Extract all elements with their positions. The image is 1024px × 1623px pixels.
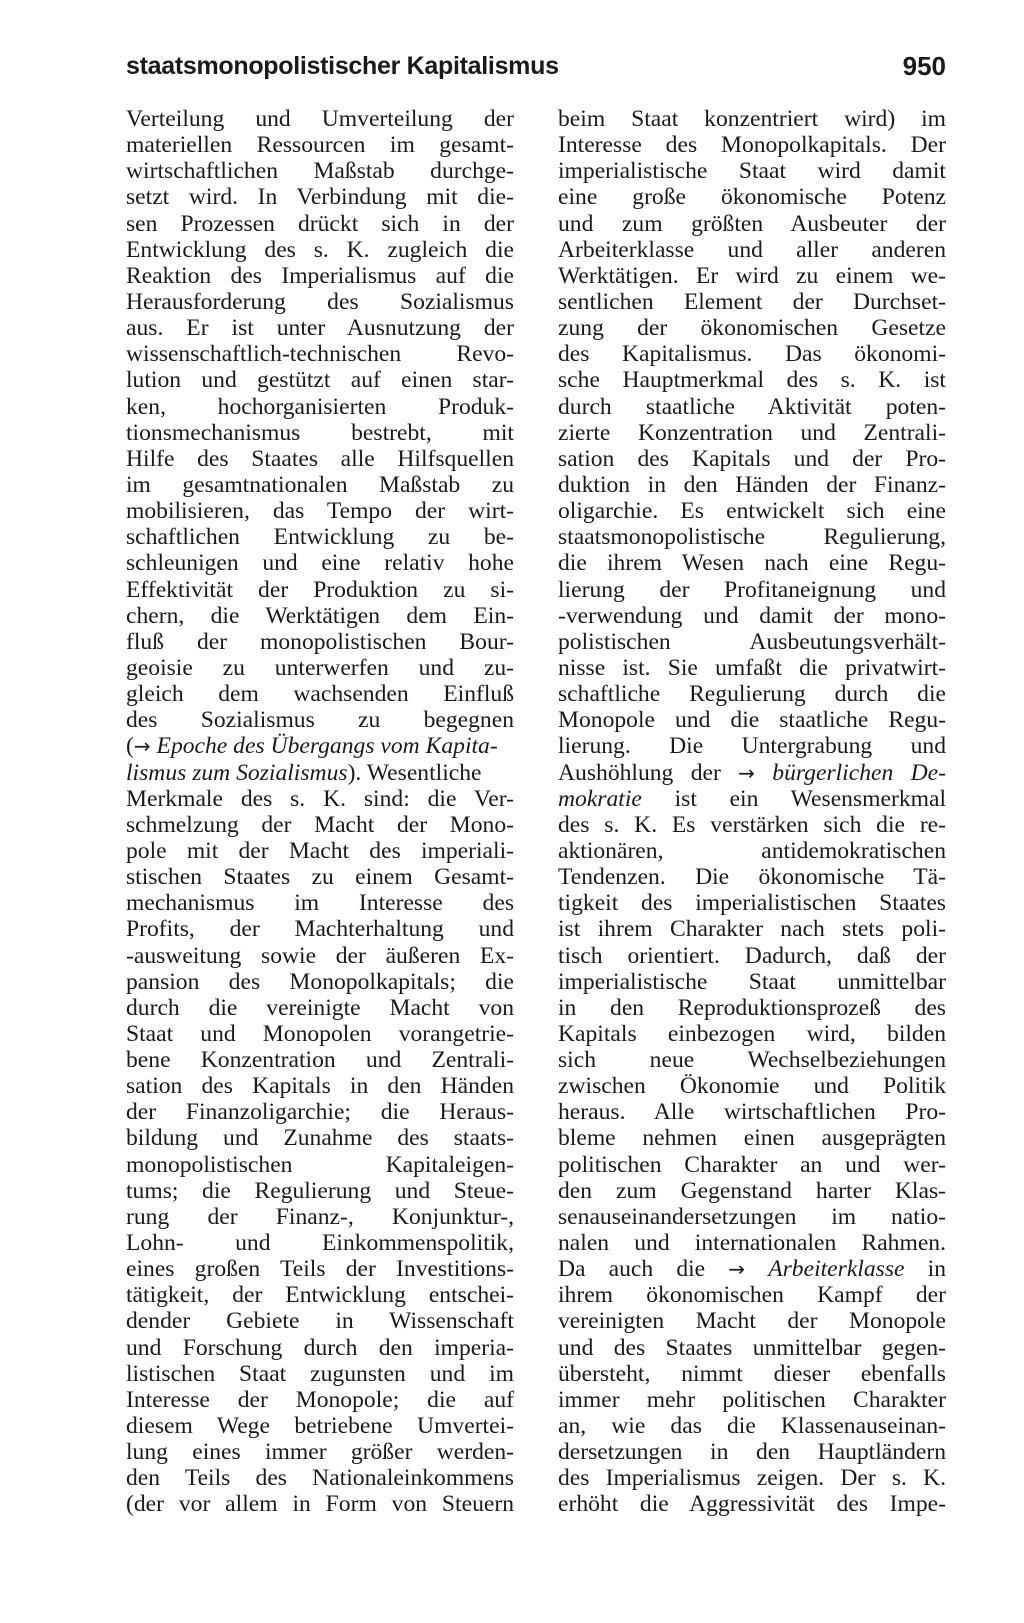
text-line: Staat und Monopolen vorangetrie- bbox=[126, 1020, 514, 1047]
text-line: zierte Konzentration und Zentrali- bbox=[558, 419, 946, 446]
text-line: sentlichen Element der Durchset- bbox=[558, 288, 946, 315]
text-line: Entwicklung des s. K. zugleich die bbox=[126, 236, 514, 263]
text-line: Reaktion des Imperialismus auf die bbox=[126, 262, 514, 289]
text-line: monopolistischen Kapitaleigen- bbox=[126, 1151, 514, 1178]
text-line: schaftliche Regulierung durch die bbox=[558, 681, 946, 708]
text-line: tisch orientiert. Dadurch, daß der bbox=[558, 942, 946, 969]
text-line: gleich dem wachsenden Einfluß bbox=[126, 681, 514, 708]
text-line: nalen und internationalen Rahmen. bbox=[558, 1230, 946, 1257]
text-line: Monopole und die staatliche Regu- bbox=[558, 707, 946, 734]
text-line: in den Reproduktionsprozeß des bbox=[558, 994, 946, 1021]
text-line: des Imperialismus zeigen. Der s. K. bbox=[558, 1465, 946, 1492]
text-line: schleunigen und eine relativ hohe bbox=[126, 550, 514, 577]
text-line: lierung der Profitaneignung und bbox=[558, 576, 946, 603]
text-line: lution und gestützt auf einen star- bbox=[126, 367, 514, 394]
text-line: durch die vereinigte Macht von bbox=[126, 994, 514, 1021]
text-line: ihrem ökonomischen Kampf der bbox=[558, 1282, 946, 1309]
text-line: des Kapitalismus. Das ökonomi- bbox=[558, 341, 946, 368]
text-line: tätigkeit, der Entwicklung entschei- bbox=[126, 1282, 514, 1309]
text-line: nisse ist. Sie umfaßt die privatwirt- bbox=[558, 654, 946, 681]
text-line: und zum größten Ausbeuter der bbox=[558, 210, 946, 237]
cross-reference-arrow-icon: → bbox=[133, 734, 151, 759]
text-line: lierung. Die Untergrabung und bbox=[558, 733, 946, 760]
cross-reference-arrow-icon: → bbox=[728, 1257, 746, 1282]
text-line: imperialistische Staat unmittelbar bbox=[558, 968, 946, 995]
text-line: stischen Staates zu einem Gesamt- bbox=[126, 864, 514, 891]
text-line: der Finanzoligarchie; die Heraus- bbox=[126, 1099, 514, 1126]
text-line: rung der Finanz-, Konjunktur-, bbox=[126, 1203, 514, 1230]
cross-reference-arbeiterklasse[interactable]: Arbeiterklasse bbox=[768, 1256, 905, 1283]
text-line: sche Hauptmerkmal des s. K. ist bbox=[558, 367, 946, 394]
text-line: wissenschaftlich-technischen Revo- bbox=[126, 341, 514, 368]
text-line: chern, die Werktätigen dem Ein- bbox=[126, 602, 514, 629]
text-line: senauseinandersetzungen im natio- bbox=[558, 1203, 946, 1230]
text-line: Verteilung und Umverteilung der bbox=[126, 106, 514, 132]
text-line: dersetzungen in den Hauptländern bbox=[558, 1439, 946, 1466]
text-line: tums; die Regulierung und Steue- bbox=[126, 1177, 514, 1204]
text-line: schaftlichen Entwicklung zu be- bbox=[126, 524, 514, 551]
text-line: pansion des Monopolkapitals; die bbox=[126, 968, 514, 995]
text-line: fluß der monopolistischen Bour- bbox=[126, 628, 514, 655]
text-line: duktion in den Händen der Finanz- bbox=[558, 471, 946, 498]
text-fragment: ). Wesentliche bbox=[347, 759, 482, 786]
text-line: oligarchie. Es entwickelt sich eine bbox=[558, 498, 946, 525]
text-line: -ausweitung sowie der äußeren Ex- bbox=[126, 942, 514, 969]
text-line: und des Staates unmittelbar gegen- bbox=[558, 1334, 946, 1361]
text-line: lung eines immer größer werden- bbox=[126, 1439, 514, 1466]
text-line: bene Konzentration und Zentrali- bbox=[126, 1047, 514, 1074]
text-line: erhöht die Aggressivität des Impe- bbox=[558, 1491, 946, 1518]
text-line: materiellen Ressourcen im gesamt- bbox=[126, 132, 514, 159]
text-line: bildung und Zunahme des staats- bbox=[126, 1125, 514, 1152]
cross-reference-epoche[interactable]: Epoche des Übergangs vom Kapita- bbox=[156, 733, 498, 760]
text-fragment: Da auch die bbox=[558, 1256, 706, 1283]
text-line: Merkmale des s. K. sind: die Ver- bbox=[126, 785, 514, 812]
text-line: Kapitals einbezogen wird, bilden bbox=[558, 1020, 946, 1047]
text-line: Lohn- und Einkommenspolitik, bbox=[126, 1230, 514, 1257]
text-line: dender Gebiete in Wissenschaft bbox=[126, 1308, 514, 1335]
text-line: immer mehr politischen Charakter bbox=[558, 1386, 946, 1413]
text-fragment: ist ein Wesensmerkmal bbox=[674, 785, 946, 812]
text-line: Interesse des Monopolkapitals. Der bbox=[558, 132, 946, 159]
text-line: sen Prozessen drückt sich in der bbox=[126, 210, 514, 237]
text-line: des Sozialismus zu begegnen bbox=[126, 707, 514, 734]
text-line: Werktätigen. Er wird zu einem we- bbox=[558, 262, 946, 289]
text-line: tionsmechanismus bestrebt, mit bbox=[126, 419, 514, 446]
left-column bbox=[126, 106, 514, 1518]
text-line: durch staatliche Aktivität poten- bbox=[558, 393, 946, 420]
text-line: aus. Er ist unter Ausnutzung der bbox=[126, 315, 514, 342]
text-line: Herausforderung des Sozialismus bbox=[126, 288, 514, 315]
text-line: den zum Gegenstand harter Klas- bbox=[558, 1177, 946, 1204]
text-line: übersteht, nimmt dieser ebenfalls bbox=[558, 1360, 946, 1387]
text-line: sation des Kapitals und der Pro- bbox=[558, 445, 946, 472]
text-line: ist ihrem Charakter nach stets poli- bbox=[558, 916, 946, 943]
text-line: eine große ökonomische Potenz bbox=[558, 184, 946, 211]
text-fragment: Aushöhlung der bbox=[558, 759, 721, 786]
text-line: (der vor allem in Form von Steuern bbox=[126, 1491, 514, 1518]
text-line: die ihrem Wesen nach eine Regu- bbox=[558, 550, 946, 577]
text-line: Interesse der Monopole; die auf bbox=[126, 1386, 514, 1413]
text-line: schmelzung der Macht der Mono- bbox=[126, 811, 514, 838]
text-line: eines großen Teils der Investitions- bbox=[126, 1256, 514, 1283]
text-line: -verwendung und damit der mono- bbox=[558, 602, 946, 629]
text-line: staatsmonopolistische Regulierung, bbox=[558, 524, 946, 551]
text-line: vereinigten Macht der Monopole bbox=[558, 1308, 946, 1335]
paren-open: ( bbox=[126, 733, 134, 760]
cross-reference-buergerliche-demokratie[interactable]: bürgerlichen De- bbox=[772, 759, 946, 786]
right-column bbox=[558, 106, 946, 1518]
text-line: sation des Kapitals in den Händen bbox=[126, 1073, 514, 1100]
text-line: zung der ökonomischen Gesetze bbox=[558, 315, 946, 342]
text-line: geoisie zu unterwerfen und zu- bbox=[126, 654, 514, 681]
text-line bbox=[558, 760, 946, 786]
text-line: bleme nehmen einen ausgeprägten bbox=[558, 1125, 946, 1152]
text-line: polistischen Ausbeutungsverhält- bbox=[558, 628, 946, 655]
text-line: des s. K. Es verstärken sich die re- bbox=[558, 811, 946, 838]
cross-reference-buergerliche-demokratie-cont[interactable]: mokratie bbox=[558, 785, 642, 812]
text-line: Effektivität der Produktion zu si- bbox=[126, 576, 514, 603]
text-line: an, wie das die Klassenauseinan- bbox=[558, 1413, 946, 1440]
text-line: Arbeiterklasse und aller anderen bbox=[558, 236, 946, 263]
text-fragment: in bbox=[927, 1256, 946, 1283]
text-line: pole mit der Macht des imperiali- bbox=[126, 837, 514, 864]
text-line: tigkeit des imperialistischen Staates bbox=[558, 890, 946, 917]
text-line: setzt wird. In Verbindung mit die- bbox=[126, 184, 514, 211]
text-line: im gesamtnationalen Maßstab zu bbox=[126, 471, 514, 498]
text-line: zwischen Ökonomie und Politik bbox=[558, 1073, 946, 1100]
text-line bbox=[558, 786, 946, 812]
cross-reference-arrow-icon: → bbox=[738, 760, 755, 785]
page-number: 950 bbox=[902, 51, 946, 81]
text-line: mechanismus im Interesse des bbox=[126, 890, 514, 917]
text-line: Hilfe des Staates alle Hilfsquellen bbox=[126, 445, 514, 472]
text-line: heraus. Alle wirtschaftlichen Pro- bbox=[558, 1099, 946, 1126]
text-line: Profits, der Machterhaltung und bbox=[126, 916, 514, 943]
text-line: und Forschung durch den imperia- bbox=[126, 1334, 514, 1361]
text-line: Tendenzen. Die ökonomische Tä- bbox=[558, 864, 946, 891]
text-line: den Teils des Nationaleinkommens bbox=[126, 1465, 514, 1492]
cross-reference-epoche-cont[interactable]: lismus zum Sozialismus bbox=[126, 759, 348, 786]
running-title: staatsmonopolistischer Kapitalismus bbox=[126, 52, 559, 80]
text-line: politischen Charakter an und wer- bbox=[558, 1151, 946, 1178]
text-line: diesem Wege betriebene Umvertei- bbox=[126, 1413, 514, 1440]
text-line: imperialistische Staat wird damit bbox=[558, 158, 946, 185]
text-line bbox=[126, 733, 514, 759]
page-header bbox=[126, 50, 946, 90]
text-line: aktionären, antidemokratischen bbox=[558, 837, 946, 864]
text-line: mobilisieren, das Tempo der wirt- bbox=[126, 498, 514, 525]
text-line bbox=[558, 1256, 946, 1282]
text-line: wirtschaftlichen Maßstab durchge- bbox=[126, 158, 514, 185]
text-line: beim Staat konzentriert wird) im bbox=[558, 106, 946, 132]
text-line bbox=[126, 760, 514, 786]
text-line: sich neue Wechselbeziehungen bbox=[558, 1047, 946, 1074]
text-line: ken, hochorganisierten Produk- bbox=[126, 393, 514, 420]
text-line: listischen Staat zugunsten und im bbox=[126, 1360, 514, 1387]
